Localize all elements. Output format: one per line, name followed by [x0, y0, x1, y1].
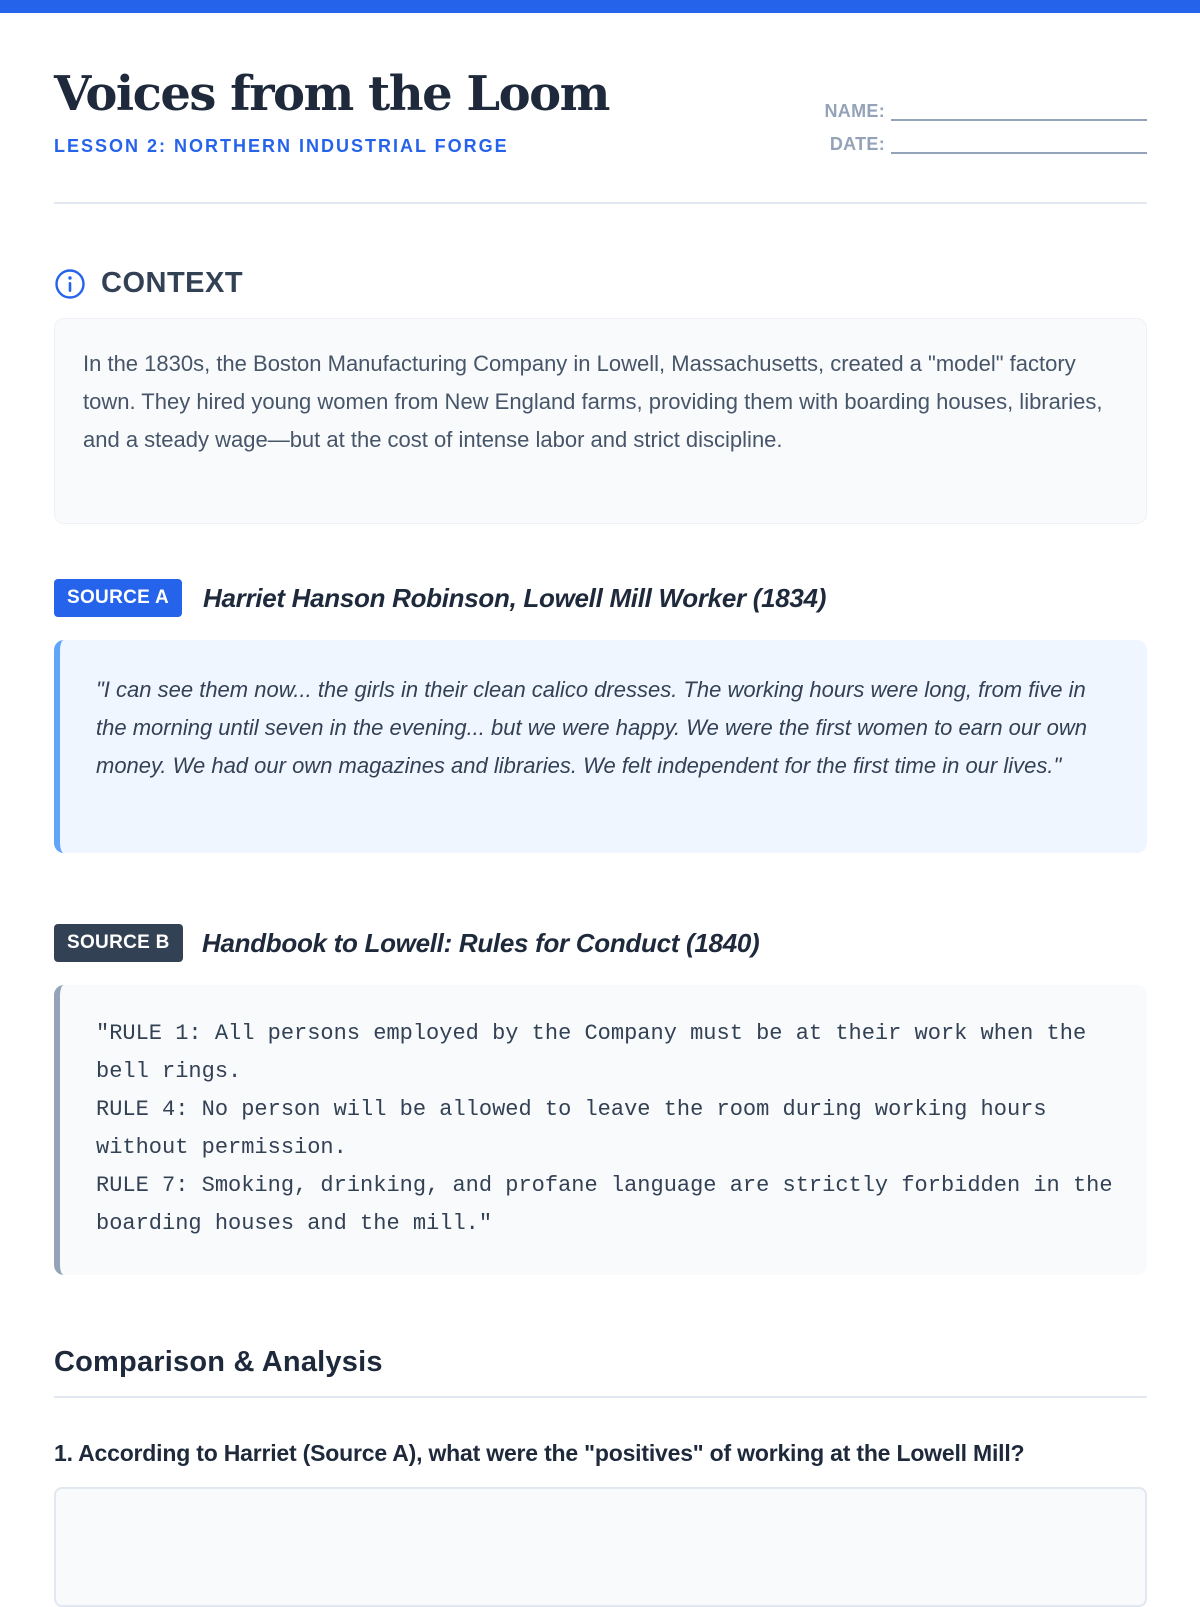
source-a-quote: "I can see them now... the girls in their clean calico dresses. The working hours were long, from five in the morning until seven in the evening... but we were happy. We were the first women to earn our own money. We had our own magazines and libraries. We felt independent for the first time in our lives." — [54, 640, 1147, 853]
source-a-badge: SOURCE A — [54, 579, 182, 617]
source-b-rules — [54, 985, 1147, 1275]
date-field[interactable] — [817, 134, 1147, 154]
source-b-badge: SOURCE B — [54, 924, 183, 962]
info-icon — [54, 268, 86, 300]
date-line[interactable] — [891, 152, 1147, 154]
context-text: In the 1830s, the Boston Manufacturing Company in Lowell, Massachusetts, created a "model" factory town. They hired young women from New England farms, providing them with boarding houses, libraries, and a steady wage—but at the cost of intense labor and strict discipline. — [54, 318, 1147, 524]
source-b-title: Handbook to Lowell: Rules for Conduct (1840) — [202, 928, 760, 958]
rule-line: "RULE 1: All persons employed by the Company must be at their work when the bell rings. — [96, 1021, 1087, 1084]
worksheet-header — [54, 13, 1147, 204]
name-line[interactable] — [891, 119, 1147, 121]
source-a-title: Harriet Hanson Robinson, Lowell Mill Worker (1834) — [203, 583, 827, 613]
source-b-heading — [54, 924, 760, 964]
analysis-heading: Comparison & Analysis — [54, 1346, 1147, 1398]
date-label: DATE: — [829, 134, 885, 154]
page-title: Voices from the Loom — [54, 66, 609, 122]
rule-line: RULE 7: Smoking, drinking, and profane language are strictly forbidden in the boarding houses and the mill." — [96, 1173, 1113, 1236]
source-a-heading — [54, 579, 827, 619]
answer-box-1[interactable] — [54, 1487, 1147, 1607]
lesson-subtitle: LESSON 2: NORTHERN INDUSTRIAL FORGE — [54, 136, 509, 156]
top-accent-bar — [0, 0, 1200, 13]
question-1: 1. According to Harriet (Source A), what were the "positives" of working at the Lowell Mill? — [54, 1440, 1025, 1466]
context-title: CONTEXT — [101, 267, 244, 299]
name-label: NAME: — [824, 101, 885, 121]
rule-line: RULE 4: No person will be allowed to leave the room during working hours without permission. — [96, 1097, 1047, 1160]
worksheet-page — [54, 13, 1147, 1466]
name-field[interactable] — [817, 101, 1147, 121]
